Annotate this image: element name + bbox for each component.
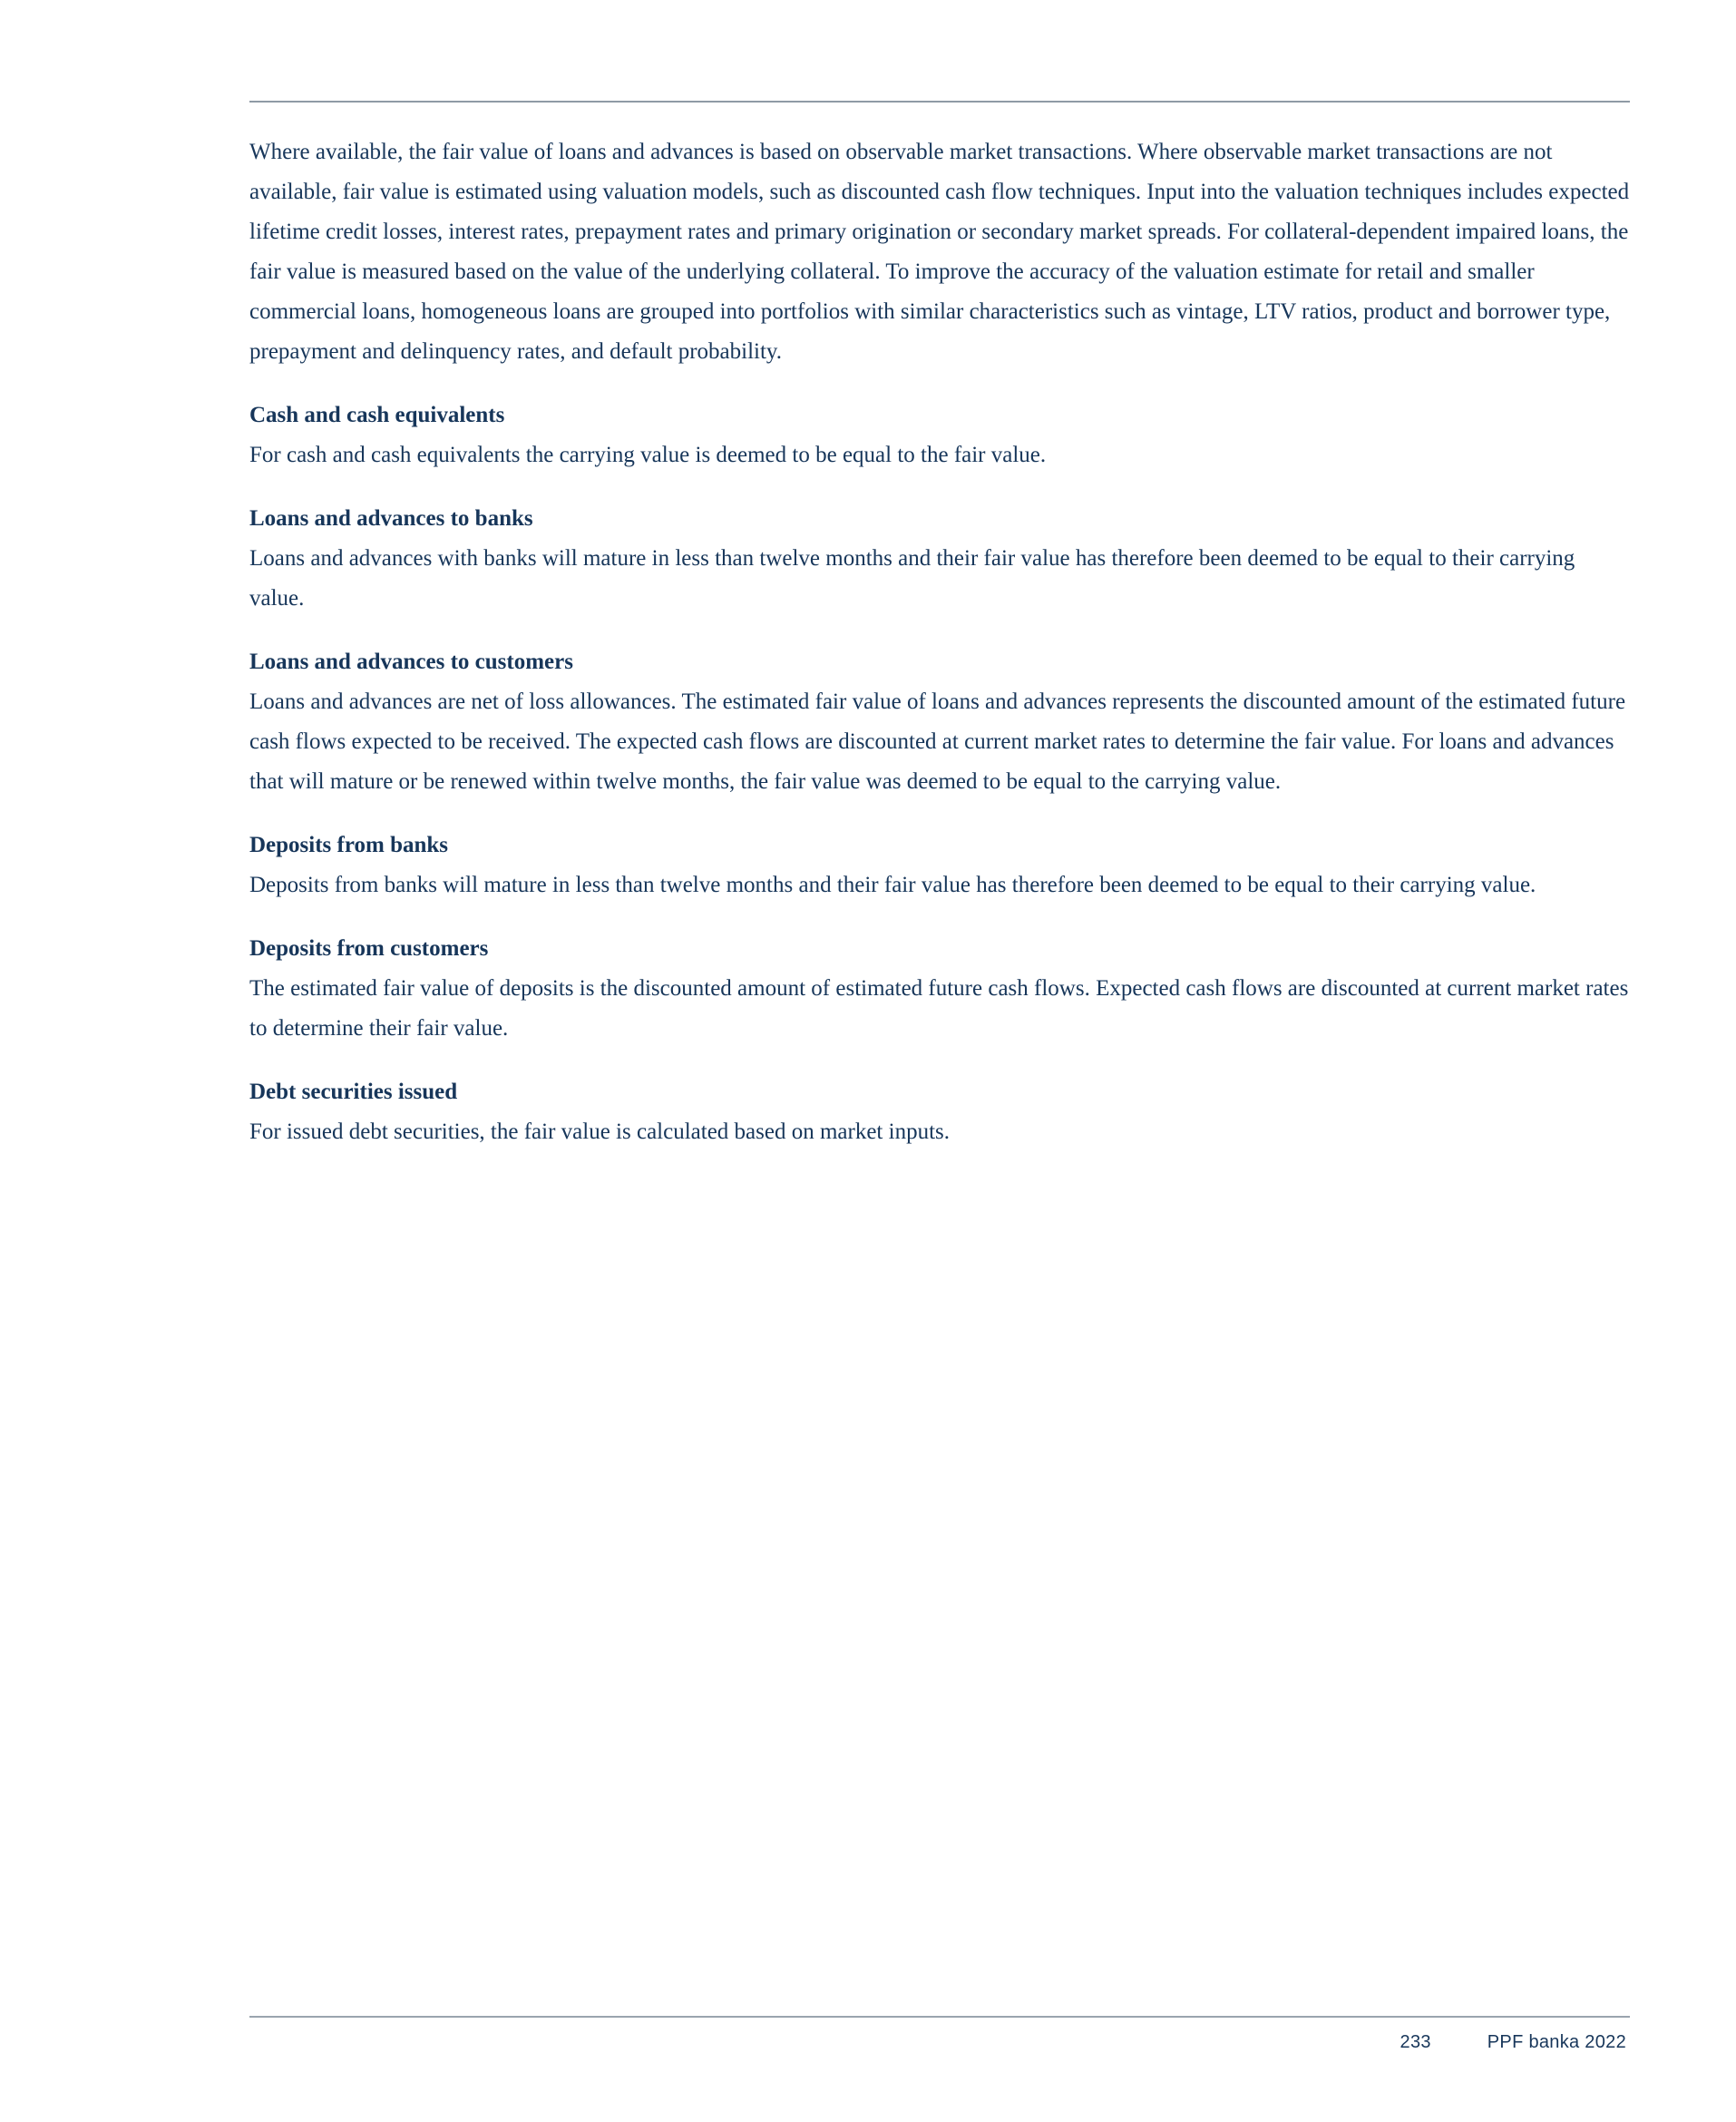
- section-deposits-from-customers: [249, 929, 1630, 1049]
- section-loans-and-advances-to-banks: [249, 499, 1630, 619]
- section-heading: Cash and cash equivalents: [249, 403, 505, 427]
- section-heading: Loans and advances to banks: [249, 506, 533, 531]
- brand-label: PPF banka 2022: [1487, 2032, 1626, 2052]
- top-divider: [249, 101, 1630, 103]
- section-paragraph: For issued debt securities, the fair value is calculated based on market inputs.: [249, 1120, 950, 1144]
- section-deposits-from-banks: [249, 826, 1630, 905]
- section-heading: Deposits from banks: [249, 833, 449, 857]
- section-cash-and-cash-equivalents: [249, 396, 1630, 475]
- section-heading: Debt securities issued: [249, 1080, 458, 1104]
- section-debt-securities-issued: [249, 1072, 1630, 1152]
- page-footer: [1400, 2032, 1626, 2053]
- section-paragraph: The estimated fair value of deposits is the discounted amount of estimated future cash flows. Expected cash flows are discounted at current market rates to determine their fair value.: [249, 976, 1629, 1041]
- section-paragraph: Loans and advances with banks will mature in less than twelve months and their fair value has therefore been deemed to be equal to their carrying value.: [249, 546, 1575, 611]
- page-body: [249, 132, 1630, 1152]
- page-number: 233: [1400, 2032, 1431, 2052]
- footer-divider: [249, 2016, 1630, 2018]
- section-paragraph: Loans and advances are net of loss allowances. The estimated fair value of loans and advances represents the discounted amount of the estimated future cash flows expected to be received. The expected cash flows are discounted at current market rates to determine the fair value. For loans and advances that will mature or be renewed within twelve months, the fair value was deemed to be equal to the carrying value.: [249, 689, 1626, 794]
- section-heading: Loans and advances to customers: [249, 650, 573, 674]
- section-heading: Deposits from customers: [249, 936, 489, 961]
- section-paragraph: For cash and cash equivalents the carrying value is deemed to be equal to the fair value.: [249, 443, 1047, 467]
- intro-paragraph: Where available, the fair value of loans and advances is based on observable market transactions. Where observable market transactions are not available, fair value is estimated using valuation models, such as discounted cash flow techniques. Input into the valuation techniques includes expected lifetime credit losses, interest rates, prepayment rates and primary origination or secondary market spreads. For collateral-dependent impaired loans, the fair value is measured based on the value of the underlying collateral. To improve the accuracy of the valuation estimate for retail and smaller commercial loans, homogeneous loans are grouped into portfolios with similar characteristics such as vintage, LTV ratios, product and borrower type, prepayment and delinquency rates, and default probability.: [249, 140, 1630, 364]
- section-paragraph: Deposits from banks will mature in less than twelve months and their fair value has therefore been deemed to be equal to their carrying value.: [249, 873, 1536, 897]
- section-loans-and-advances-to-customers: [249, 642, 1630, 802]
